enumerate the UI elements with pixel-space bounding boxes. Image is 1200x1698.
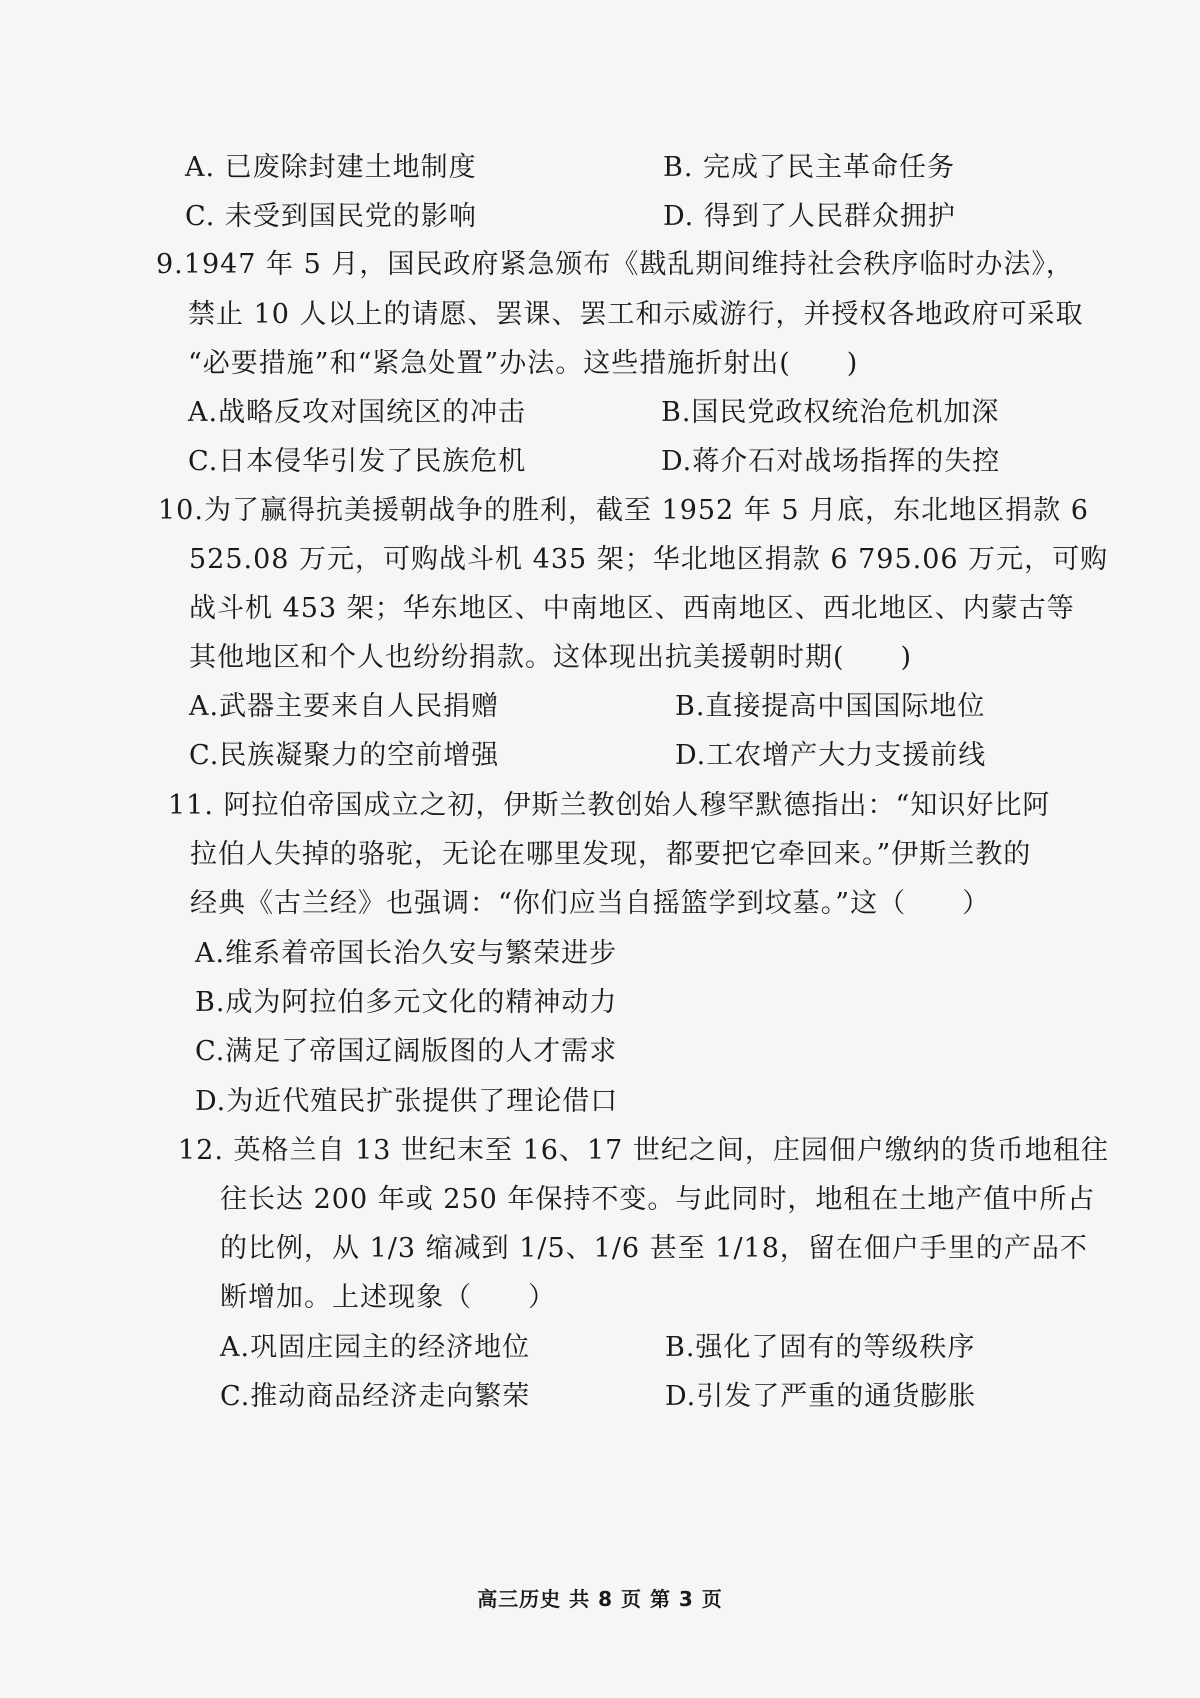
page-footer: 高三历史 共 8 页 第 3 页 (477, 1587, 723, 1611)
q9-stem-line-2: 禁止 10 人以上的请愿、罢课、罢工和示威游行，并授权各地政府可采取 (188, 299, 1084, 330)
q12-option-d: D.引发了严重的通货膨胀 (665, 1381, 977, 1412)
q12-option-c: C.推动商品经济走向繁荣 (220, 1381, 531, 1412)
q12-option-a: A.巩固庄园主的经济地位 (220, 1332, 531, 1363)
q11-stem-line-3: 经典《古兰经》也强调：“你们应当自摇篮学到坟墓。”这（ ） (190, 888, 991, 919)
q8-option-d: D. 得到了人民群众拥护 (663, 201, 956, 232)
q12-stem-line-4: 断增加。上述现象（ ） (220, 1282, 556, 1313)
q9-stem-line-1: 9.1947 年 5 月，国民政府紧急颁布《戡乱期间维持社会秩序临时办法》， (156, 249, 1074, 280)
q8-option-c: C. 未受到国民党的影响 (185, 201, 477, 232)
q9-option-c: C.日本侵华引发了民族危机 (188, 446, 527, 477)
q9-option-b: B.国民党政权统治危机加深 (661, 397, 1000, 428)
q12-stem-line-1: 12. 英格兰自 13 世纪末至 16、17 世纪之间，庄园佃户缴纳的货币地租往 (178, 1135, 1109, 1166)
q9-stem-line-3: “必要措施”和“紧急处置”办法。这些措施折射出( ) (188, 348, 859, 379)
q12-stem-line-3: 的比例，从 1/3 缩减到 1/5、1/6 甚至 1/18，留在佃户手里的产品不 (220, 1233, 1088, 1264)
q10-stem-line-4: 其他地区和个人也纷纷捐款。这体现出抗美援朝时期( ) (189, 642, 913, 673)
q11-option-b: B.成为阿拉伯多元文化的精神动力 (195, 987, 618, 1018)
q11-option-a: A.维系着帝国长治久安与繁荣进步 (195, 938, 618, 969)
q12-stem-line-2: 往长达 200 年或 250 年保持不变。与此同时，地租在土地产值中所占 (220, 1184, 1096, 1215)
q10-stem-line-3: 战斗机 453 架；华东地区、中南地区、西南地区、西北地区、内蒙古等 (189, 593, 1075, 624)
q11-option-d: D.为近代殖民扩张提供了理论借口 (195, 1086, 619, 1117)
q10-stem-line-1: 10.为了赢得抗美援朝战争的胜利，截至 1952 年 5 月底，东北地区捐款 6 (158, 495, 1089, 526)
q10-stem-line-2: 525.08 万元，可购战斗机 435 架；华北地区捐款 6 795.06 万元，可购 (189, 544, 1109, 575)
q11-option-c: C.满足了帝国辽阔版图的人才需求 (195, 1036, 618, 1067)
q9-option-d: D.蒋介石对战场指挥的失控 (661, 446, 1001, 477)
q10-option-b: B.直接提高中国国际地位 (675, 691, 986, 722)
q11-stem-line-2: 拉伯人失掉的骆驼，无论在哪里发现，都要把它牵回来。”伊斯兰教的 (190, 839, 1032, 870)
q10-option-d: D.工农增产大力支援前线 (675, 740, 987, 771)
q10-option-a: A.武器主要来自人民捐赠 (189, 691, 500, 722)
q10-option-c: C.民族凝聚力的空前增强 (189, 740, 500, 771)
q9-option-a: A.战略反攻对国统区的冲击 (188, 397, 527, 428)
q8-option-b: B. 完成了民主革命任务 (663, 152, 956, 183)
q8-option-a: A. 已废除封建土地制度 (185, 152, 477, 183)
q12-option-b: B.强化了固有的等级秩序 (665, 1332, 976, 1363)
q11-stem-line-1: 11. 阿拉伯帝国成立之初，伊斯兰教创始人穆罕默德指出：“知识好比阿 (168, 790, 1051, 821)
